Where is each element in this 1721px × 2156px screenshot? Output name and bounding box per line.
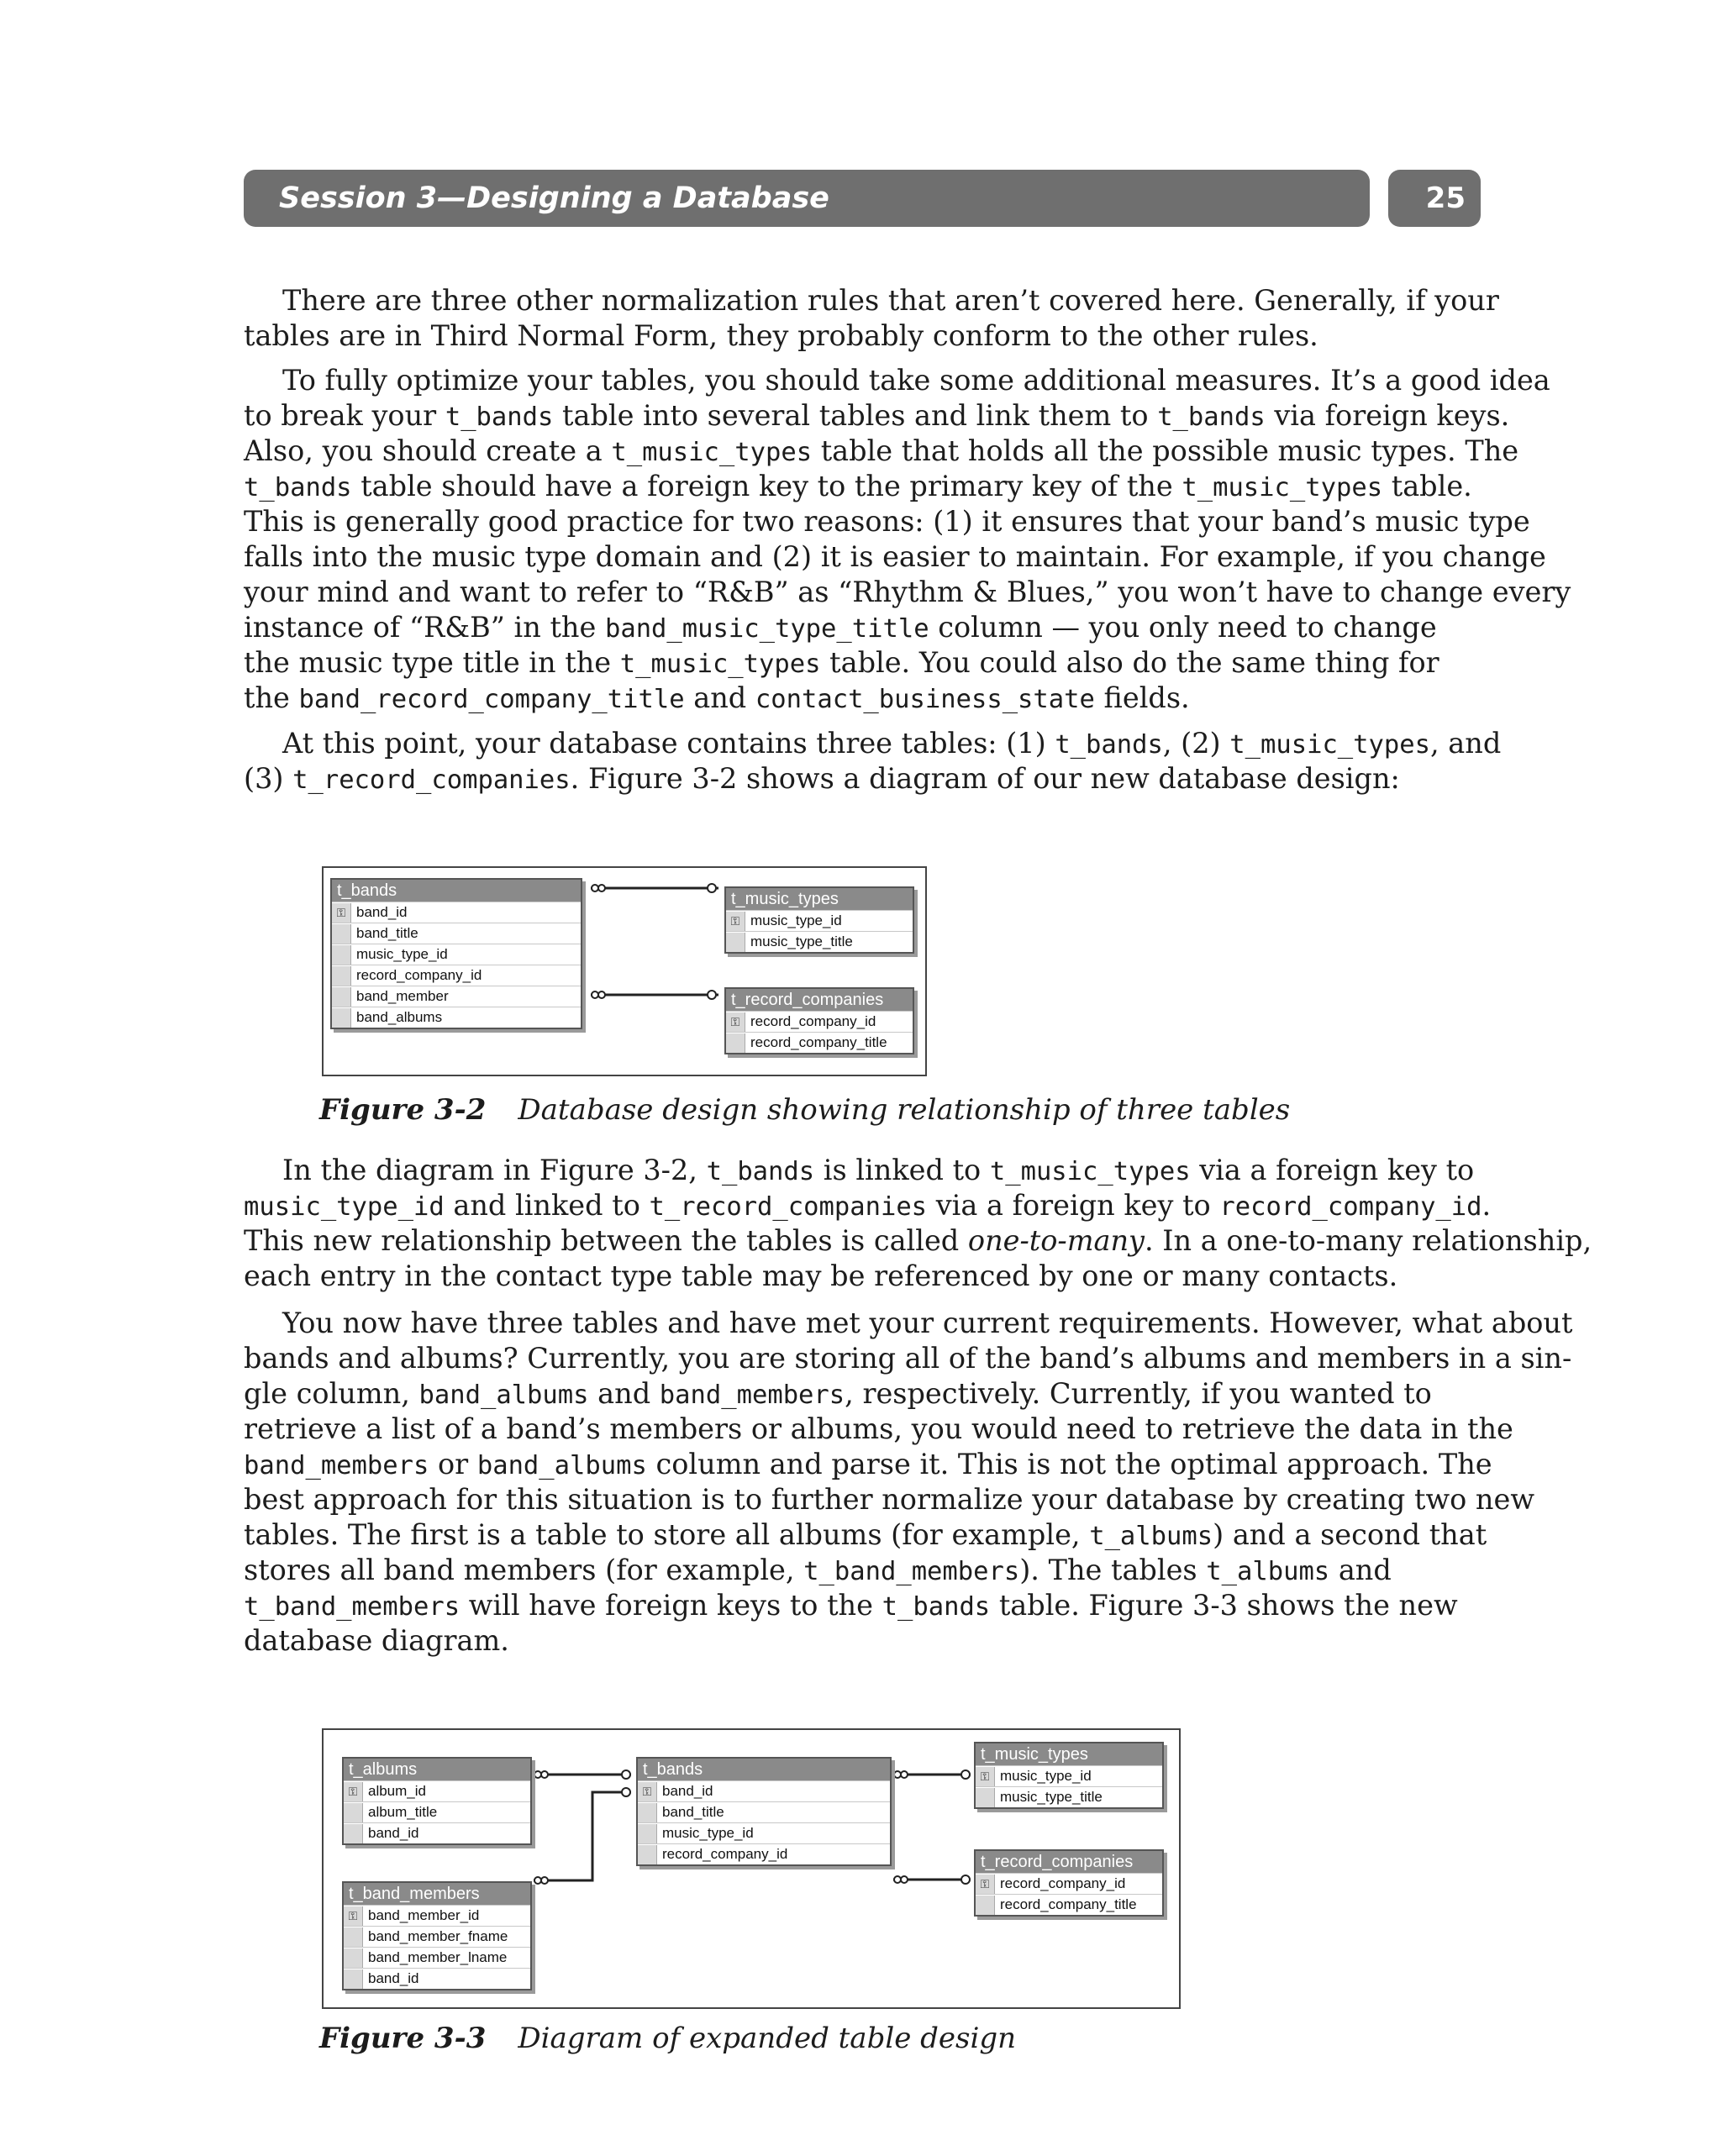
text-line: Also, you should create a t_music_types table that holds all the possible music types. The	[244, 434, 1519, 467]
column-row: band_title	[638, 1801, 890, 1822]
column-row: music_type_id	[332, 944, 581, 965]
text-line: This is generally good practice for two reasons: (1) it ensures that your band’s music type	[244, 505, 1530, 538]
paragraph-5	[244, 1306, 1573, 1659]
text-line: There are three other normalization rules that aren’t covered here. Generally, if your	[282, 284, 1499, 317]
table-t-bands[interactable]	[636, 1757, 892, 1866]
table-t-bands[interactable]	[330, 878, 582, 1029]
text-line: database diagram.	[244, 1624, 509, 1657]
text-line: stores all band members (for example, t_band_members). The tables t_albums and	[244, 1554, 1392, 1586]
text-line: music_type_id and linked to t_record_companies via a foreign key to record_company_id.	[244, 1189, 1492, 1222]
figure-caption-text: Database design showing relationship of three tables	[518, 1093, 1291, 1127]
column-row: ⚿ band_member_id	[344, 1905, 530, 1926]
column-row: ⚿ band_id	[638, 1780, 890, 1801]
table-title: t_music_types	[726, 888, 913, 910]
text-line: the band_record_company_title and contact_business_state fields.	[244, 681, 1190, 714]
key-icon: ⚿	[976, 1767, 995, 1786]
text-line: each entry in the contact type table may be referenced by one or many contacts.	[244, 1259, 1398, 1292]
table-title: t_bands	[332, 880, 581, 902]
text-line: instance of “R&B” in the band_music_type_title column — you only need to change	[244, 611, 1437, 644]
text-line: best approach for this situation is to further normalize your database by creating two new	[244, 1483, 1535, 1516]
section-title: Session 3—Designing a Database	[279, 181, 829, 215]
text-line: t_bands table should have a foreign key to the primary key of the t_music_types table.	[244, 470, 1472, 502]
table-title: t_music_types	[976, 1743, 1162, 1765]
text-line: This new relationship between the tables is called one-to-many. In a one-to-many relationship,	[244, 1224, 1592, 1257]
column-row: band_id	[344, 1822, 530, 1843]
text-line: In the diagram in Figure 3-2, t_bands is linked to t_music_types via a foreign key to	[282, 1154, 1475, 1186]
column-row: band_title	[332, 923, 581, 944]
column-row: ⚿ album_id	[344, 1780, 530, 1801]
key-icon: ⚿	[976, 1875, 995, 1894]
text-line: t_band_members will have foreign keys to the t_bands table. Figure 3-3 shows the new	[244, 1589, 1458, 1622]
table-title: t_record_companies	[976, 1851, 1162, 1873]
paragraph-1	[244, 283, 1499, 354]
paragraph-3	[244, 726, 1502, 797]
text-line: tables are in Third Normal Form, they probably conform to the other rules.	[244, 319, 1318, 352]
text-line: To fully optimize your tables, you should take some additional measures. It’s a good idea	[282, 364, 1550, 397]
text-line: At this point, your database contains three tables: (1) t_bands, (2) t_music_types, and	[282, 727, 1502, 760]
figure-label: Figure 3-2	[319, 1093, 487, 1127]
key-icon: ⚿	[332, 903, 351, 923]
text-line: You now have three tables and have met your current requirements. However, what about	[282, 1307, 1573, 1339]
table-title: t_record_companies	[726, 989, 913, 1011]
column-row: record_company_id	[638, 1843, 890, 1864]
text-line: tables. The first is a table to store all albums (for example, t_albums) and a second that	[244, 1518, 1487, 1551]
column-row: album_title	[344, 1801, 530, 1822]
key-icon: ⚿	[344, 1782, 363, 1801]
key-icon: ⚿	[638, 1782, 657, 1801]
table-title: t_bands	[638, 1759, 890, 1780]
text-line: bands and albums? Currently, you are storing all of the band’s albums and members in a sin-	[244, 1342, 1572, 1375]
column-row: ⚿ record_company_id	[976, 1873, 1162, 1894]
paragraph-4	[244, 1153, 1592, 1294]
column-row: record_company_title	[976, 1894, 1162, 1915]
table-t-band-members[interactable]	[342, 1881, 532, 1990]
column-row: record_company_id	[332, 965, 581, 986]
text-line: gle column, band_albums and band_members, respectively. Currently, if you wanted to	[244, 1377, 1432, 1410]
figure-caption-text: Diagram of expanded table design	[518, 2022, 1017, 2055]
column-row: music_type_id	[638, 1822, 890, 1843]
text-line: the music type title in the t_music_types table. You could also do the same thing for	[244, 646, 1439, 679]
figure-3-3-caption	[319, 2022, 1016, 2055]
table-t-albums[interactable]	[342, 1757, 532, 1845]
text-line: retrieve a list of a band’s members or albums, you would need to retrieve the data in the	[244, 1412, 1513, 1445]
paragraph-2	[244, 363, 1571, 716]
column-row: band_albums	[332, 1007, 581, 1028]
column-row: music_type_title	[976, 1786, 1162, 1807]
figure-3-2-diagram	[322, 866, 927, 1076]
table-title: t_band_members	[344, 1883, 530, 1905]
text-line: (3) t_record_companies. Figure 3-2 shows a diagram of our new database design:	[244, 762, 1400, 795]
column-row: music_type_title	[726, 931, 913, 952]
figure-3-3-diagram	[322, 1728, 1181, 2009]
column-row: ⚿ music_type_id	[976, 1765, 1162, 1786]
table-t-music-types[interactable]	[974, 1742, 1164, 1809]
table-t-music-types[interactable]	[724, 886, 914, 954]
column-row: ⚿ band_id	[332, 902, 581, 923]
column-row: band_member_fname	[344, 1926, 530, 1947]
text-line: falls into the music type domain and (2) it is easier to maintain. For example, if you change	[244, 540, 1546, 573]
table-t-record-companies[interactable]	[974, 1849, 1164, 1917]
figure-3-2-caption	[319, 1093, 1290, 1127]
text-line: band_members or band_albums column and parse it. This is not the optimal approach. The	[244, 1448, 1492, 1480]
figure-label: Figure 3-3	[319, 2022, 487, 2055]
running-header	[244, 170, 1370, 227]
table-t-record-companies[interactable]	[724, 987, 914, 1054]
key-icon: ⚿	[726, 1012, 745, 1032]
column-row: ⚿ music_type_id	[726, 910, 913, 931]
key-icon: ⚿	[726, 912, 745, 931]
text-line: your mind and want to refer to “R&B” as “Rhythm & Blues,” you won’t have to change every	[244, 576, 1571, 608]
column-row: ⚿ record_company_id	[726, 1011, 913, 1032]
table-title: t_albums	[344, 1759, 530, 1780]
column-row: band_member_lname	[344, 1947, 530, 1968]
text-line: to break your t_bands table into several tables and link them to t_bands via foreign keys.	[244, 399, 1510, 432]
column-row: record_company_title	[726, 1032, 913, 1053]
key-icon: ⚿	[344, 1906, 363, 1926]
column-row: band_member	[332, 986, 581, 1007]
page-number: 25	[1388, 170, 1481, 227]
column-row: band_id	[344, 1968, 530, 1989]
